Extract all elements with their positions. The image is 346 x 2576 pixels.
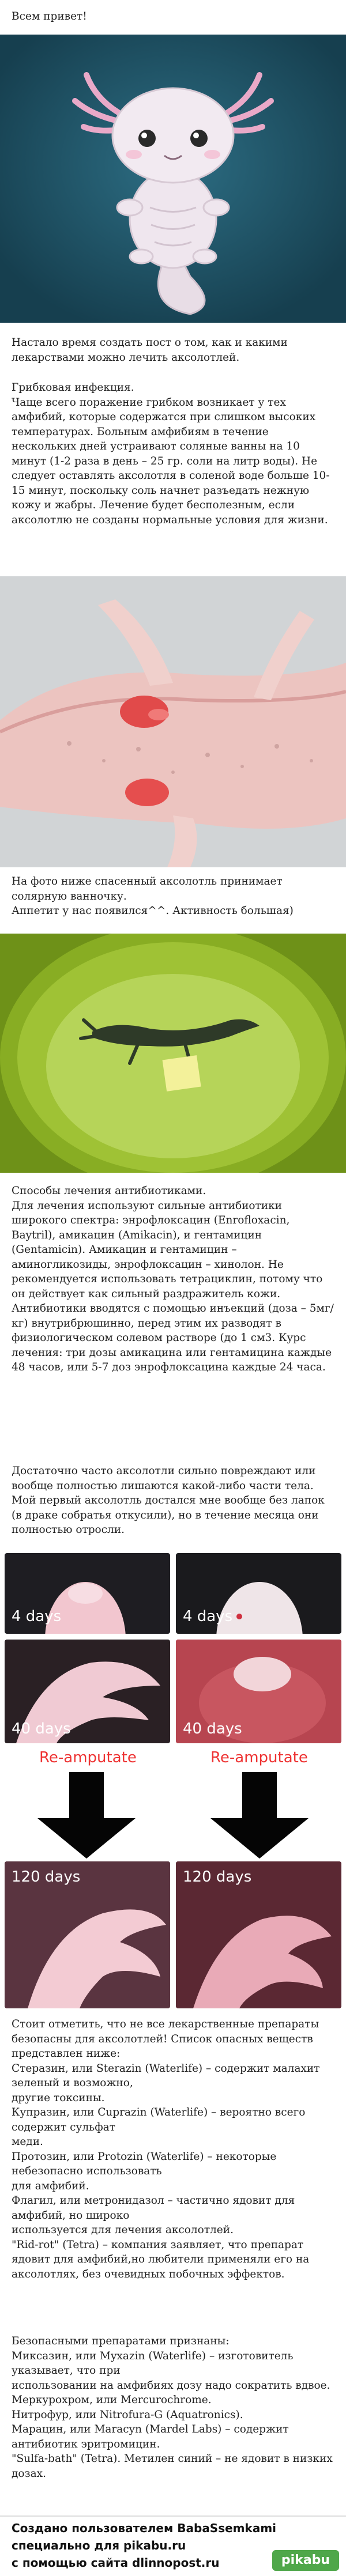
- reamputate-label-right: Re-amputate: [210, 1749, 308, 1766]
- greeting: Всем привет!: [12, 10, 87, 22]
- fungal-infection-paragraph: Грибковая инфекция. Чаще всего поражение грибком возникает у тех амфибий, которые содержатся при слишком высоких температурах. Больным амфибиям в течение нескольких дней устраивают соляные ванны на 10 минут (1-2 раза в день – 25 гр. соли на литр воды). Не следует оставлять аксолотля в соленой воде больше 10-15 минут, поскольку соль начнет разъедать нежную кожу и жабры. Лечение будет бесполезным, если аксолотлю не созданы нормальные условия для жизни.: [12, 382, 330, 526]
- day-label: 40 days: [183, 1720, 242, 1738]
- salt-bath-caption: На фото ниже спасенный аксолотль принимает солярную ванночку. Аппетит у нас появился^^. Активность большая): [12, 875, 294, 917]
- regen-photo-4days-right: [176, 1553, 341, 1634]
- day-label: 120 days: [12, 1868, 81, 1886]
- wounded-axolotl-photo: [0, 576, 346, 867]
- footer-author: Создано пользователем BabaSsemkami: [12, 2521, 277, 2535]
- footer-tool: с помощью сайта dlinnopost.ru: [12, 2556, 220, 2570]
- axolotl-illustration: [0, 35, 346, 323]
- regeneration-paragraph: Достаточно часто аксолотли сильно повреждают или вообще полностью лишаются какой-либо части тела. Мой первый аксолотль достался мне вообще без лапок (в драке собратья откусили), но в течение месяца они полностью отросли.: [12, 1465, 325, 1536]
- dangerous-drugs-paragraph: Стоит отметить, что не все лекарственные препараты безопасны для аксолотлей! Список опасных веществ представлен ниже: Стеразин, или Sterazin (Waterlife) – содержит малахит зеленый и возможно, другие токсины. Купразин, или Cuprazin (Waterlife) – вероятно всего содержит сульфат меди. Протозин, или Protozin (Waterlife) – некоторые небезопасно использовать для амфибий. Флагил, или метронидазол – частично ядовит для амфибий, но широко используется для лечения аксолотлей. "Rid-rot" (Tetra) – компания заявляет, что препарат ядовит для амфибий,но любители применяли его на аксолотлях, без очевидных побочных эффектов.: [12, 2018, 320, 2280]
- day-label: 4 days: [12, 1608, 62, 1625]
- footer-credits: [0, 2515, 346, 2576]
- regen-photo-120days-right: [176, 1861, 341, 2008]
- intro-paragraph: Настало время создать пост о том, как и какими лекарствами можно лечить аксолотлей.: [12, 337, 288, 364]
- down-arrow-icon: [29, 1772, 144, 1859]
- day-label: 4 days: [183, 1608, 233, 1625]
- safe-drugs-paragraph: Безопасными препаратами признаны: Миксазин, или Myxazin (Waterlife) – изготовитель указывает, что при использовании на амфибиях дозу надо сократить вдвое. Меркурохром, или Mercurochrome. Нитрофур, или Nitrofura-G (Aquatronics). Марацин, или Maracyn (Mardel Labs) – содержит антибиотик эритромицин. "Sulfa-bath" (Tetra). Метилен синий – не ядовит в низких дозах.: [12, 2335, 333, 2480]
- regen-photo-120days-left: [5, 1861, 170, 2008]
- day-label: 40 days: [12, 1720, 71, 1738]
- regen-photo-4days-left: [5, 1553, 170, 1634]
- reamputate-label-left: Re-amputate: [39, 1749, 137, 1766]
- regen-photo-40days-left: [5, 1640, 170, 1743]
- antibiotics-paragraph: Способы лечения антибиотиками. Для лечения используют сильные антибиотики широкого спектра: энрофлоксацин (Enrofloxacin, Baytril), амикацин (Amikacin), и гентамицин (Gentamicin). Амикацин и гентамицин – аминогликозиды, энрофлоксацин – хинолон. Не рекомендуется использовать тетрациклин, потому что он действует как сильный раздражитель кожи. Антибиотики вводятся с помощью инъекций (доза – 5мг/кг) внутрибрюшинно, перед этим их разводят в физиологическом солевом растворе (до 1 см3. Курс лечения: три дозы амикацина или гентамицина каждые 48 часов, или 5-7 доз энрофлоксацина каждые 24 часа.: [12, 1185, 334, 1373]
- down-arrow-icon: [202, 1772, 317, 1859]
- regen-photo-40days-right: [176, 1640, 341, 1743]
- footer-site: специально для pikabu.ru: [12, 2539, 186, 2552]
- salt-bath-photo: [0, 934, 346, 1173]
- day-label: 120 days: [183, 1868, 252, 1886]
- pikabu-logo[interactable]: pikabu: [272, 2550, 339, 2571]
